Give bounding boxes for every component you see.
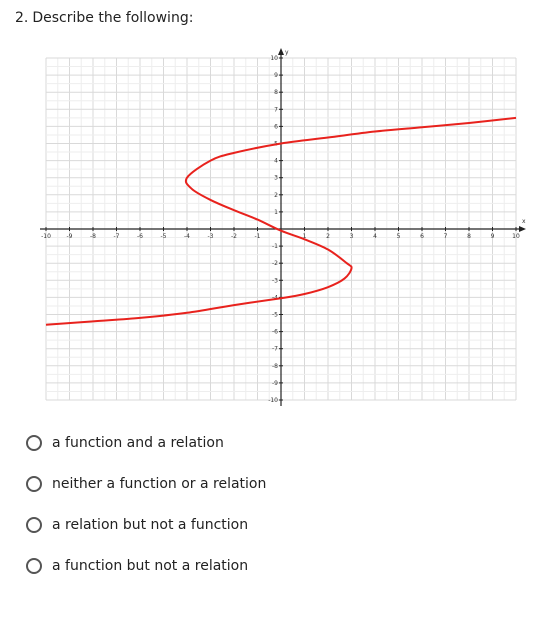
y-tick-label: -5 <box>272 311 278 319</box>
y-tick-label: 9 <box>274 72 278 80</box>
radio-button[interactable] <box>26 435 42 451</box>
x-tick-label: -3 <box>207 233 214 240</box>
y-tick-label: -1 <box>272 243 278 251</box>
radio-button[interactable] <box>26 476 42 492</box>
graph-image <box>0 40 554 420</box>
y-tick-label: 7 <box>274 106 278 114</box>
x-tick-label: 9 <box>490 233 495 240</box>
x-tick-label: -6 <box>137 233 143 240</box>
x-axis-arrow-icon <box>519 226 526 232</box>
x-tick-label: 3 <box>349 233 354 240</box>
option-label: a relation but not a function <box>52 517 249 533</box>
y-tick-label: 8 <box>274 89 278 97</box>
x-tick-label: -4 <box>184 233 190 240</box>
y-tick-label: 4 <box>274 157 278 165</box>
x-tick-label: 6 <box>420 233 424 240</box>
y-tick-label: -8 <box>272 362 278 370</box>
option-neither[interactable] <box>26 473 526 495</box>
y-tick-label: 6 <box>274 123 278 131</box>
x-tick-label: -10 <box>41 233 51 240</box>
x-tick-label: 2 <box>326 233 330 240</box>
y-tick-label: -10 <box>268 397 278 404</box>
question-number: 2. <box>15 10 29 26</box>
answer-options <box>26 432 526 596</box>
option-function-not-relation[interactable] <box>26 555 526 577</box>
x-tick-label: 1 <box>302 233 307 240</box>
x-tick-label: 8 <box>467 233 471 240</box>
y-tick-label: -3 <box>272 277 278 285</box>
option-relation-not-function[interactable] <box>26 514 526 536</box>
option-function-and-relation[interactable] <box>26 432 526 454</box>
x-axis-label: x <box>522 218 526 225</box>
y-tick-label: -6 <box>272 328 278 336</box>
y-tick-label: -2 <box>272 260 278 268</box>
y-tick-label: 1 <box>274 208 278 216</box>
y-tick-label: -4 <box>272 294 278 302</box>
y-tick-label: -9 <box>272 379 278 387</box>
radio-button[interactable] <box>26 558 42 574</box>
option-label: a function but not a relation <box>52 558 249 574</box>
y-tick-label: -7 <box>272 345 278 353</box>
question-prompt <box>15 9 193 27</box>
radio-button[interactable] <box>26 517 42 533</box>
x-tick-label: 5 <box>396 233 401 240</box>
x-tick-label: -7 <box>113 233 120 240</box>
coordinate-plane <box>0 40 554 420</box>
y-axis-label: y <box>285 49 289 56</box>
x-tick-label: -2 <box>231 233 237 240</box>
x-tick-label: 4 <box>373 233 377 240</box>
y-tick-label: 5 <box>274 140 278 148</box>
tick-labels <box>41 49 526 404</box>
option-label: a function and a relation <box>52 435 224 451</box>
x-tick-label: -8 <box>90 233 96 240</box>
y-tick-label: 2 <box>274 191 278 199</box>
x-tick-label: -5 <box>160 233 167 240</box>
question-text: Describe the following: <box>32 10 194 26</box>
x-tick-label: 10 <box>512 233 520 240</box>
x-tick-label: -1 <box>254 233 261 240</box>
x-tick-label: -9 <box>66 233 73 240</box>
y-tick-label: 3 <box>274 174 278 182</box>
axes <box>40 48 526 406</box>
option-label: neither a function or a relation <box>52 476 267 492</box>
x-tick-label: 7 <box>443 233 448 240</box>
y-axis-arrow-icon <box>278 48 284 55</box>
y-tick-label: 10 <box>270 55 278 62</box>
